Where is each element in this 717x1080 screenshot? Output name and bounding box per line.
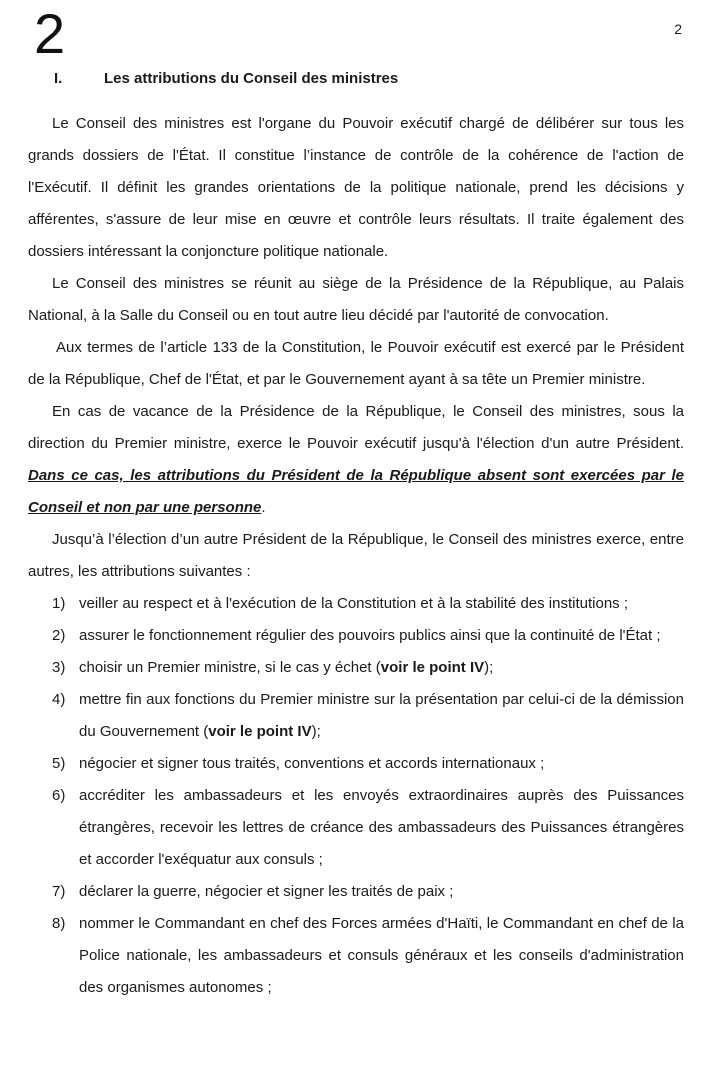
- list-item-text: mettre fin aux fonctions du Premier ministre sur la présentation par celui-ci de la démission du Gouvernement (: [79, 691, 684, 740]
- list-item-number: 8): [52, 915, 66, 932]
- list-item: [28, 684, 684, 748]
- list-item: [28, 588, 684, 620]
- list-item-number: 4): [52, 691, 66, 708]
- list-item-text: négocier et signer tous traités, conventions et accords internationaux ;: [79, 755, 545, 772]
- list-item: [28, 876, 684, 908]
- list-item-number: 7): [52, 883, 66, 900]
- page-number: 2: [674, 21, 682, 37]
- paragraph-article-133: Aux termes de l’article 133 de la Constitution, le Pouvoir exécutif est exercé par le Président de la République, Chef de l'État, et par le Gouvernement ayant à sa tête un Premier ministre.: [28, 339, 684, 388]
- list-item-text: choisir un Premier ministre, si le cas y échet (: [79, 659, 381, 676]
- list-item-number: 2): [52, 627, 66, 644]
- list-item: [28, 652, 684, 684]
- paragraph-role: Le Conseil des ministres est l'organe du Pouvoir exécutif chargé de délibérer sur tous les grands dossiers de l'État. Il constitue l’instance de contrôle de la cohérence de l'action de l'Exécutif. Il définit les grandes orientations de la politique nationale, prend les décisions y afférentes, s'assure de leur mise en œuvre et contrôle leurs résultats. Il traite également des dossiers intéressant la conjoncture politique nationale.: [28, 115, 684, 260]
- list-item-reference: voir le point IV: [380, 659, 485, 676]
- list-item-text-end: );: [311, 723, 321, 740]
- vacancy-text: En cas de vacance de la Présidence de la République, le Conseil des ministres, sous la direction du Premier ministre, exerce le Pouvoir exécutif jusqu'à l'élection d'un autre Président.: [28, 403, 684, 452]
- list-item-text: nommer le Commandant en chef des Forces armées d'Haïti, le Commandant en chef de la Police nationale, les ambassadeurs et consuls généraux et les conseils d'administration des organismes autonomes ;: [79, 915, 684, 996]
- list-item: [28, 748, 684, 780]
- attributions-list: [28, 588, 684, 1004]
- vacancy-emphasis: Dans ce cas, les attributions du Président de la République absent sont exercées par le Conseil et non par une personne: [28, 467, 684, 516]
- paragraph-vacancy: [28, 396, 684, 524]
- list-item-number: 3): [52, 659, 66, 676]
- list-item-text: veiller au respect et à l'exécution de la Constitution et à la stabilité des institutions ;: [79, 595, 629, 612]
- paragraph-meeting-place: Le Conseil des ministres se réunit au siège de la Présidence de la République, au Palais National, à la Salle du Conseil ou en tout autre lieu décidé par l'autorité de convocation.: [28, 275, 684, 324]
- list-item-text: assurer le fonctionnement régulier des pouvoirs publics ainsi que la continuité de l'État ;: [79, 627, 661, 644]
- list-item-reference: voir le point IV: [208, 723, 312, 740]
- list-item-text-end: );: [484, 659, 494, 676]
- list-item-number: 1): [52, 595, 66, 612]
- section-heading: [54, 68, 398, 90]
- list-item-number: 6): [52, 787, 66, 804]
- list-item: [28, 908, 684, 1004]
- list-item: [28, 620, 684, 652]
- list-item-text: accréditer les ambassadeurs et les envoyés extraordinaires auprès des Puissances étrangères, recevoir les lettres de créance des ambassadeurs des Puissances étrangères et accorder l'exéquatur aux consuls ;: [79, 787, 684, 868]
- paragraph-list-intro: Jusqu’à l’élection d’un autre Président de la République, le Conseil des ministres exerce, entre autres, les attributions suivantes :: [28, 531, 684, 580]
- large-page-number: 2: [34, 2, 66, 65]
- list-item: [28, 780, 684, 876]
- list-item-text: déclarer la guerre, négocier et signer les traités de paix ;: [79, 883, 454, 900]
- vacancy-end: .: [261, 499, 266, 516]
- section-number: I.: [54, 70, 63, 87]
- list-item-number: 5): [52, 755, 66, 772]
- section-title: Les attributions du Conseil des ministres: [104, 70, 399, 87]
- document-body: [28, 108, 684, 1004]
